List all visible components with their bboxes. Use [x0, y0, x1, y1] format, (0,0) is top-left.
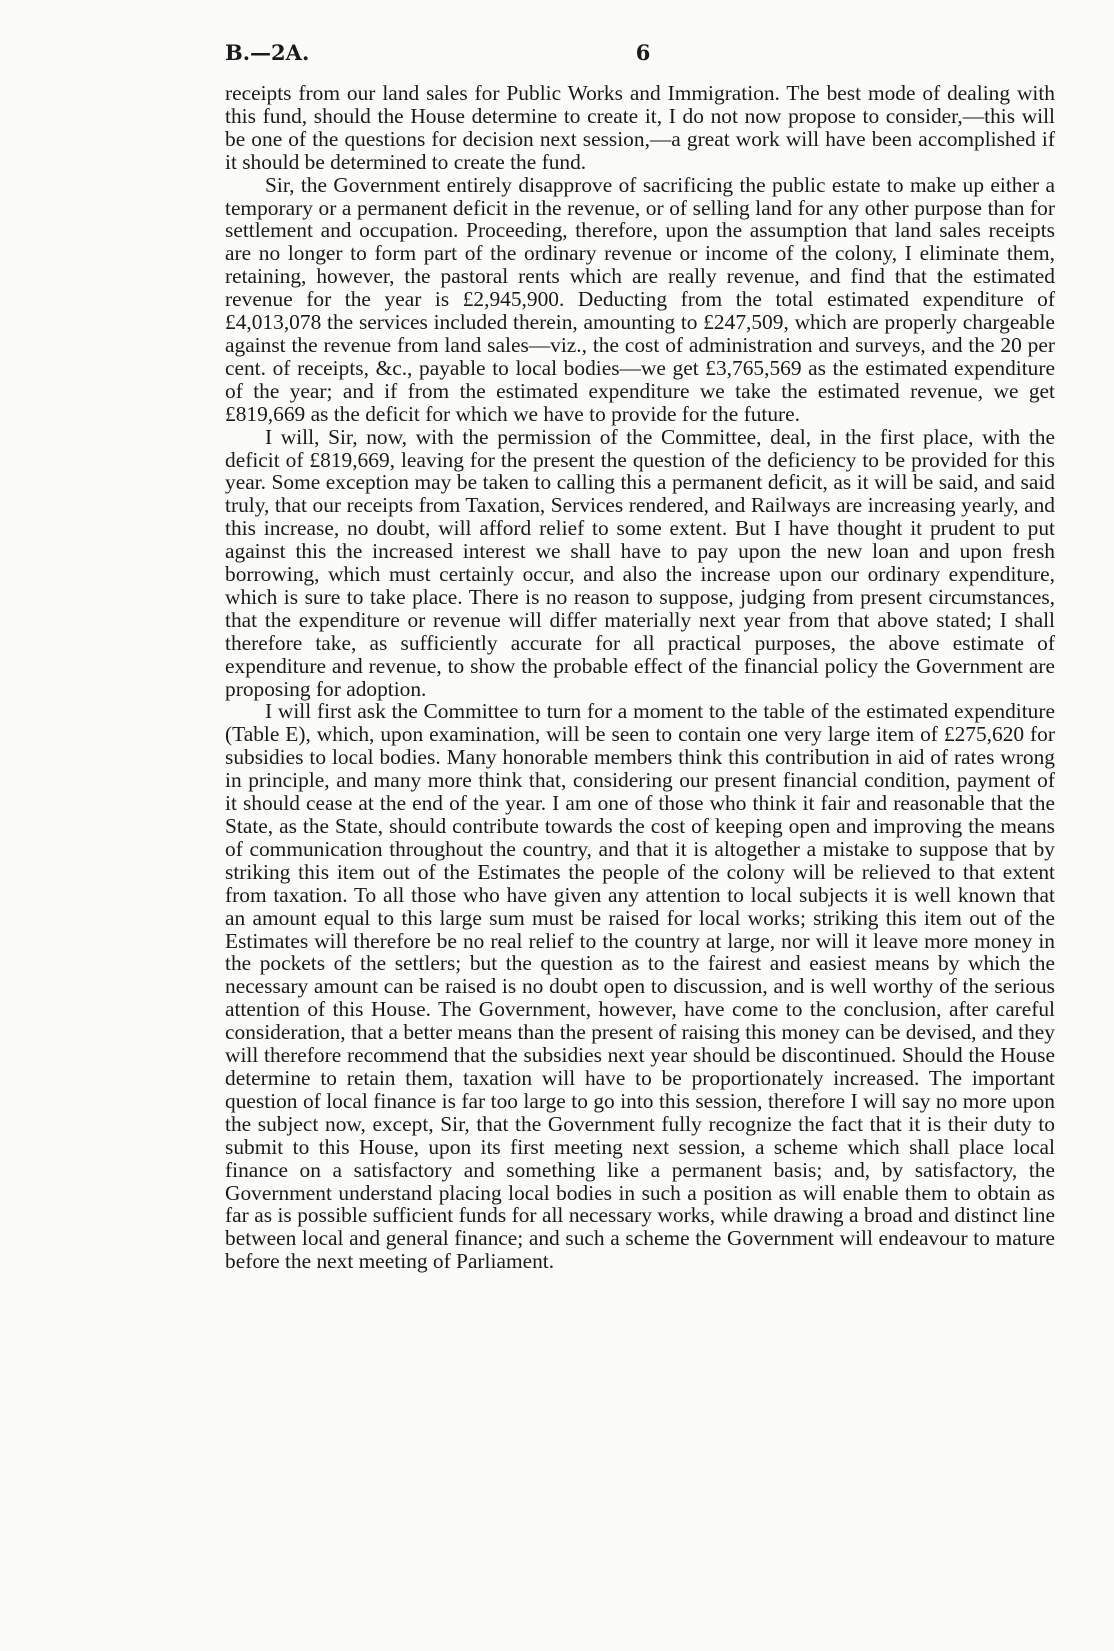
body-text	[225, 82, 1055, 1273]
page-number: 6	[635, 40, 651, 65]
paragraph-local-subsidies: I will first ask the Committee to turn for a moment to the table of the estimated expenditure (Table E), which, upon examination, will be seen to contain one very large item of £275,620 for subsidies to local bodies. Many honorable members think this contribution in aid of rates wrong in principle, and many more think that, considering our present financial condition, payment of it should cease at the end of the year. I am one of those who think it fair and reasonable that the State, as the State, should contribute towards the cost of keeping open and improving the means of communication throughout the country, and that it is altogether a mistake to suppose that by striking this item out of the Estimates the people of the colony will be relieved to that extent from taxation. To all those who have given any attention to local subjects it is well known that an amount equal to this large sum must be raised for local works; striking this item out of the Estimates will therefore be no real relief to the country at large, nor will it leave more money in the pockets of the settlers; but the question as to the fairest and easiest means by which the necessary amount can be raised is no doubt open to discussion, and is well worthy of the serious attention of this House. The Government, however, have come to the conclusion, after careful consideration, that a better means than the present of raising this money can be devised, and they will therefore recommend that the subsidies next year should be discontinued. Should the House determine to retain them, taxation will have to be proportionately increased. The important question of local finance is far too large to go into this session, therefore I will say no more upon the subject now, except, Sir, that the Government fully recognize the fact that it is their duty to submit to this House, upon its first meeting next session, a scheme which shall place local finance on a satisfactory and something like a permanent basis; and, by satisfactory, the Government understand placing local bodies in such a position as will enable them to obtain as far as is possible sufficient funds for all necessary works, while drawing a broad and distinct line between local and general finance; and such a scheme the Government will endeavour to mature before the next meeting of Parliament.	[225, 699, 1055, 1274]
document-reference: B.—2A.	[225, 40, 310, 65]
paragraph-permanent-deficit: I will, Sir, now, with the permission of the Committee, deal, in the first place, with the deficit of £819,669, leaving for the present the question of the deficiency to be provided for this year. Some exception may be taken to calling this a permanent deficit, as it will be said, and said truly, that our receipts from Taxation, Services rendered, and Railways are increasing yearly, and this increase, no doubt, will afford relief to some extent. But I have thought it prudent to put against this the increased interest we shall have to pay upon the new loan and upon fresh borrowing, which must certainly occur, and also the increase upon our ordinary expenditure, which is sure to take place. There is no reason to suppose, judging from present circumstances, that the expenditure or revenue will differ materially next year from that above stated; I shall therefore take, as sufficiently accurate for all practical purposes, the above estimate of expenditure and revenue, to show the probable effect of the financial policy the Government are proposing for adoption.	[225, 424, 1055, 701]
paragraph-continued: receipts from our land sales for Public Works and Immigration. The best mode of dealing with this fund, should the House determine to create it, I do not now propose to consider,—this will be one of the questions for decision next session,—a great work will have been accomplished if it should be determined to create the fund.	[225, 81, 1055, 174]
paragraph-revenue-deficit: Sir, the Government entirely disapprove of sacrificing the public estate to make up either a temporary or a permanent deficit in the revenue, or of selling land for any other purpose than for settlement and occupation. Proceeding, therefore, upon the assumption that land sales receipts are no longer to form part of the ordinary revenue or income of the colony, I eliminate them, retaining, however, the pastoral rents which are really revenue, and find that the estimated revenue for the year is £2,945,900. Deducting from the total estimated expenditure of £4,013,078 the services included therein, amounting to £247,509, which are properly chargeable against the revenue from land sales—viz., the cost of administration and surveys, and the 20 per cent. of receipts, &c., payable to local bodies—we get £3,765,569 as the estimated expenditure of the year; and if from the estimated expenditure we take the estimated revenue, we get £819,669 as the deficit for which we have to provide for the future.	[225, 172, 1055, 426]
page-header	[225, 38, 1055, 68]
